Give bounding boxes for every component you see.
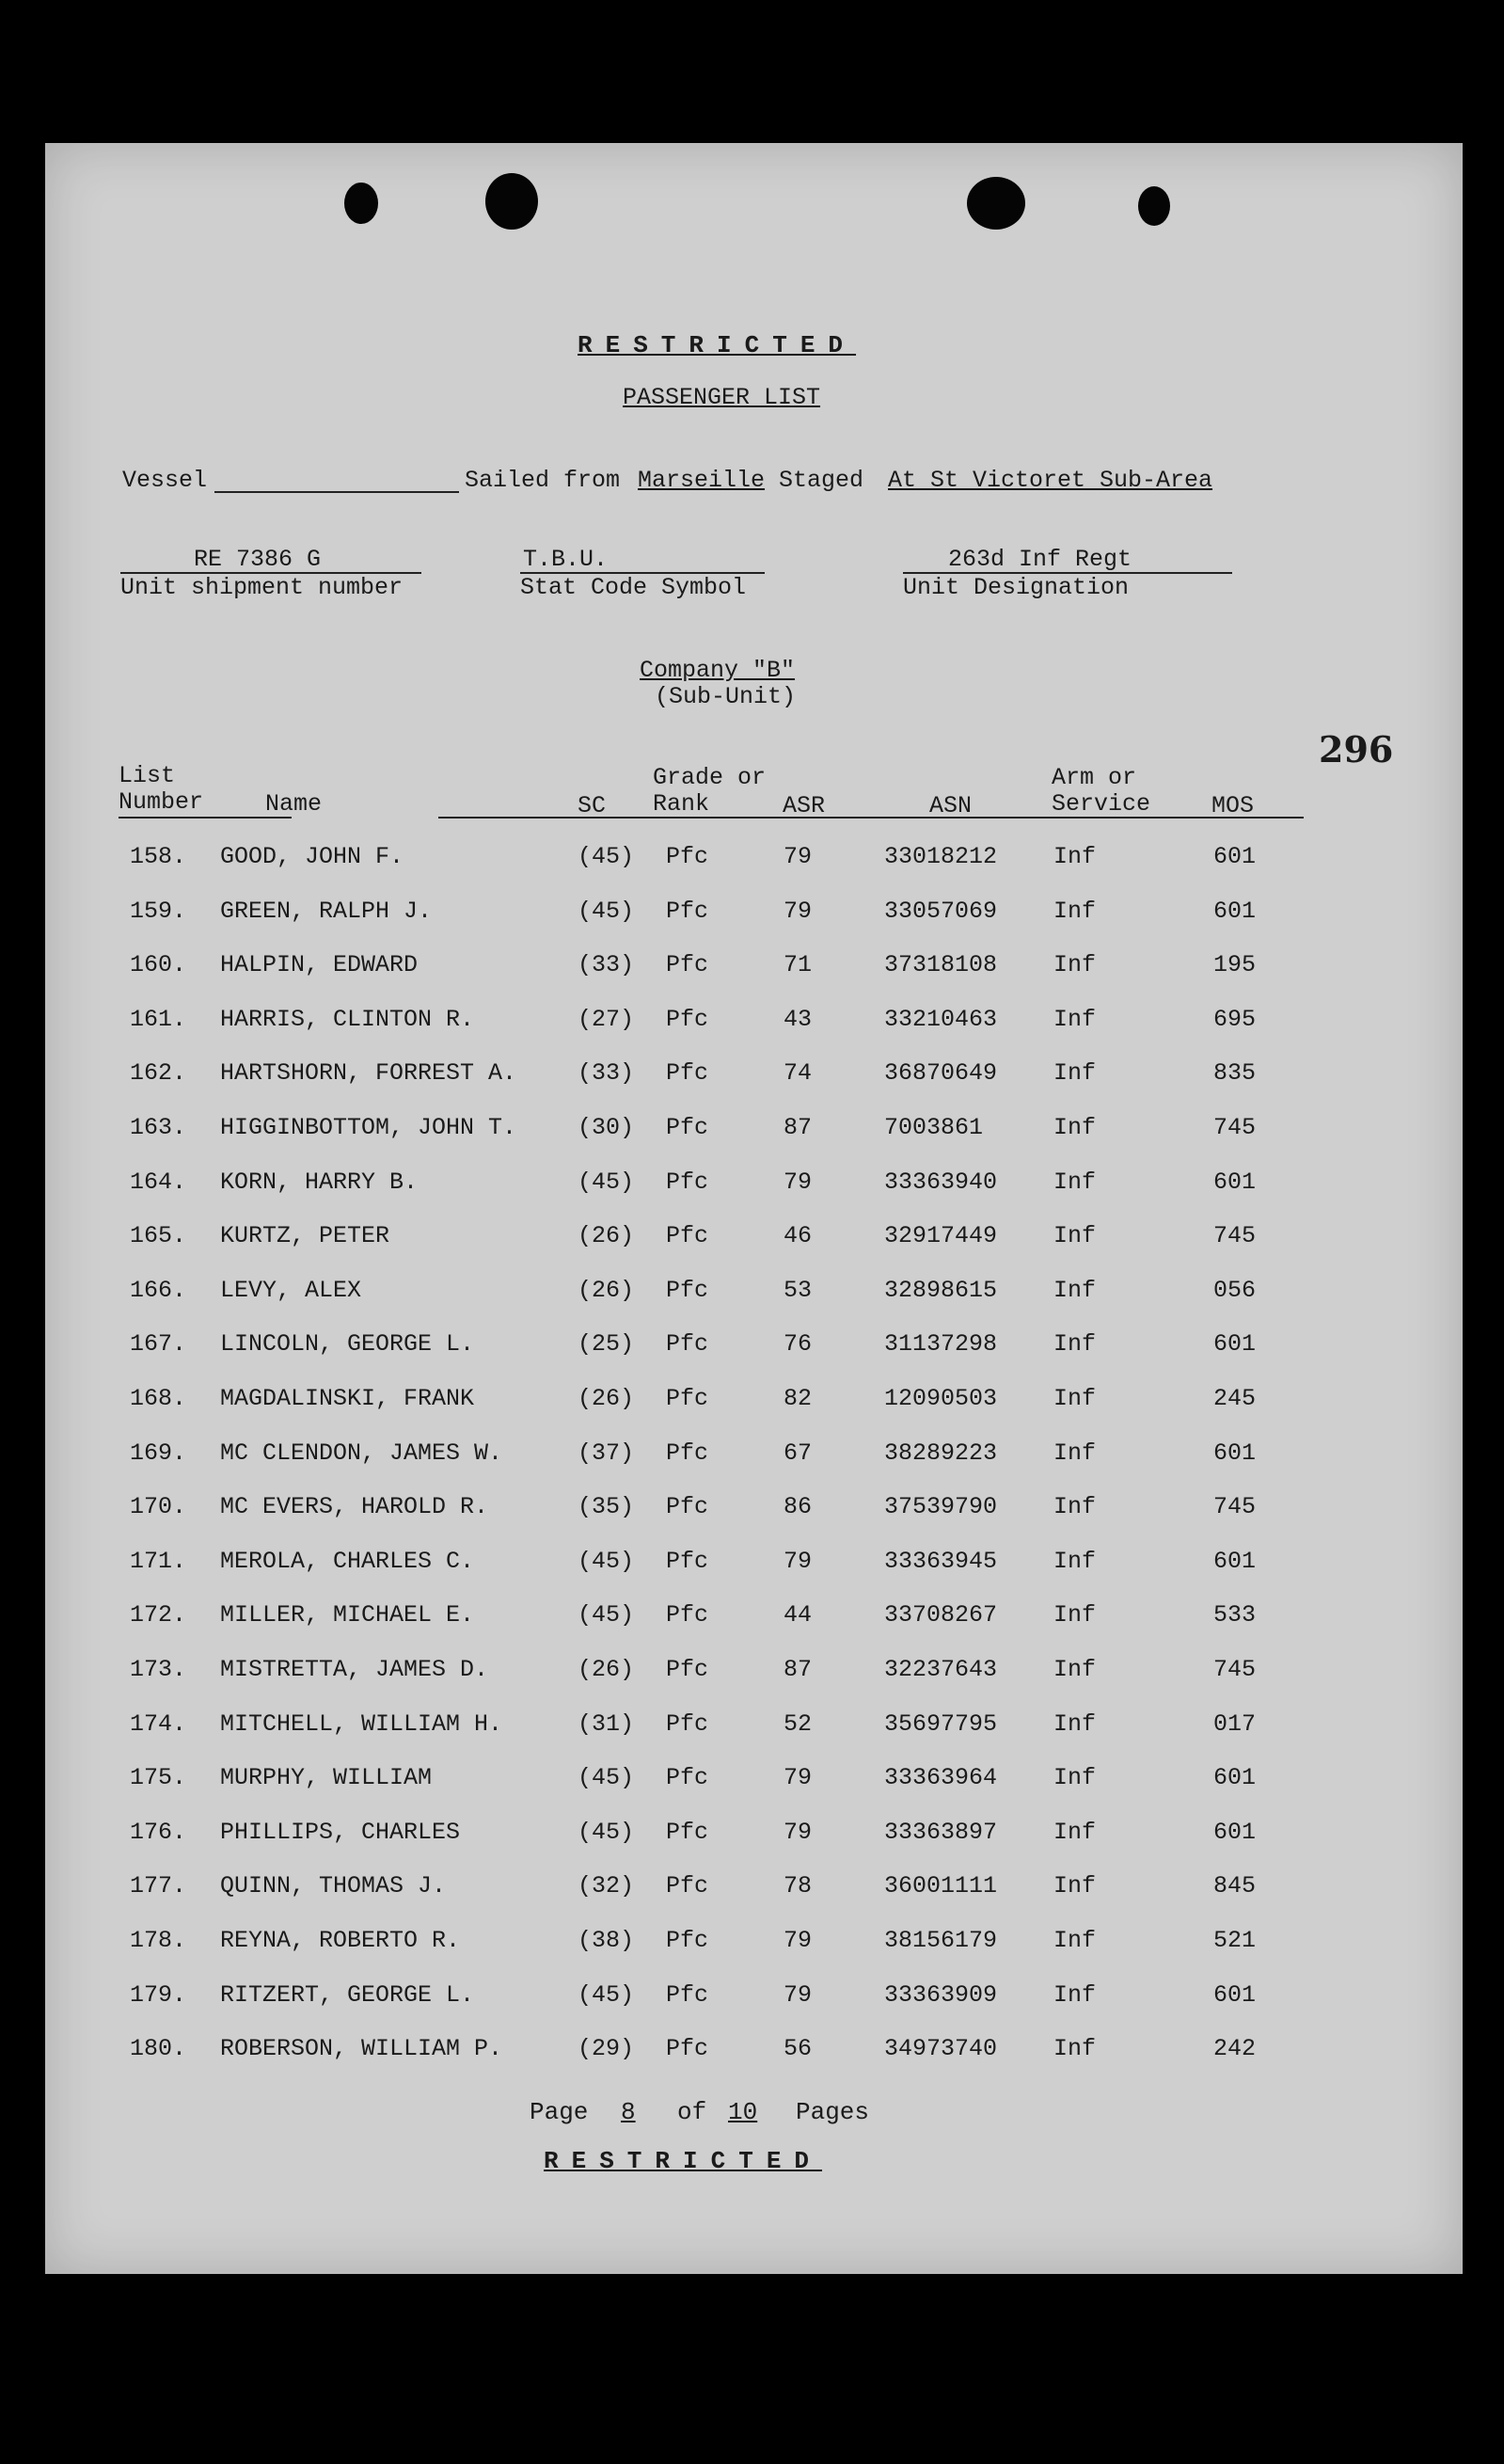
row-mos: 521 xyxy=(1213,1927,1257,1954)
document-sheet xyxy=(45,143,1463,2274)
row-name: PHILLIPS, CHARLES xyxy=(220,1819,461,1846)
row-mos: 745 xyxy=(1213,1656,1257,1683)
row-name: ROBERSON, WILLIAM P. xyxy=(220,2035,503,2062)
row-arm: Inf xyxy=(1053,1114,1097,1141)
row-asn: 35697795 xyxy=(884,1710,998,1738)
row-name: HIGGINBOTTOM, JOHN T. xyxy=(220,1114,517,1141)
row-arm: Inf xyxy=(1053,1601,1097,1629)
col-grade-1: Grade or xyxy=(653,764,767,791)
row-number: 178. xyxy=(130,1927,187,1954)
row-asn: 34973740 xyxy=(884,2035,998,2062)
row-asr: 87 xyxy=(784,1114,813,1141)
departure-port: Marseille xyxy=(638,467,766,494)
row-number: 169. xyxy=(130,1439,187,1467)
row-grade: Pfc xyxy=(666,1656,709,1683)
row-name: HARTSHORN, FORREST A. xyxy=(220,1059,517,1087)
row-arm: Inf xyxy=(1053,1439,1097,1467)
row-grade: Pfc xyxy=(666,1927,709,1954)
page-number: 8 xyxy=(621,2098,636,2126)
row-asn: 33057069 xyxy=(884,898,998,925)
row-arm: Inf xyxy=(1053,1872,1097,1900)
row-mos: 845 xyxy=(1213,1872,1257,1900)
row-sc: (45) xyxy=(578,1168,635,1196)
row-arm: Inf xyxy=(1053,1927,1097,1954)
row-name: MURPHY, WILLIAM xyxy=(220,1764,433,1791)
row-arm: Inf xyxy=(1053,1981,1097,2009)
row-grade: Pfc xyxy=(666,1601,709,1629)
row-grade: Pfc xyxy=(666,1330,709,1358)
row-number: 166. xyxy=(130,1277,187,1304)
row-name: QUINN, THOMAS J. xyxy=(220,1872,447,1900)
row-grade: Pfc xyxy=(666,1493,709,1520)
row-number: 163. xyxy=(130,1114,187,1141)
row-sc: (38) xyxy=(578,1927,635,1954)
row-arm: Inf xyxy=(1053,951,1097,978)
row-sc: (26) xyxy=(578,1277,635,1304)
document-title: PASSENGER LIST xyxy=(623,384,821,411)
row-name: GREEN, RALPH J. xyxy=(220,898,433,925)
row-asr: 79 xyxy=(784,1981,813,2009)
row-number: 174. xyxy=(130,1710,187,1738)
row-mos: 601 xyxy=(1213,1548,1257,1575)
row-grade: Pfc xyxy=(666,2035,709,2062)
punch-hole xyxy=(344,183,378,224)
row-arm: Inf xyxy=(1053,1006,1097,1033)
row-arm: Inf xyxy=(1053,898,1097,925)
row-asr: 52 xyxy=(784,1710,813,1738)
staging-area: At St Victoret Sub-Area xyxy=(888,467,1213,494)
row-grade: Pfc xyxy=(666,1981,709,2009)
row-sc: (31) xyxy=(578,1710,635,1738)
row-arm: Inf xyxy=(1053,1277,1097,1304)
row-mos: 601 xyxy=(1213,1764,1257,1791)
row-asr: 43 xyxy=(784,1006,813,1033)
row-asn: 33363909 xyxy=(884,1981,998,2009)
row-number: 179. xyxy=(130,1981,187,2009)
row-sc: (45) xyxy=(578,898,635,925)
row-arm: Inf xyxy=(1053,1656,1097,1683)
row-mos: 601 xyxy=(1213,1981,1257,2009)
row-mos: 835 xyxy=(1213,1059,1257,1087)
row-asn: 38156179 xyxy=(884,1927,998,1954)
row-mos: 533 xyxy=(1213,1601,1257,1629)
row-sc: (26) xyxy=(578,1222,635,1249)
pages-label: Pages xyxy=(796,2098,870,2126)
col-mos: MOS xyxy=(1211,792,1255,819)
row-asr: 79 xyxy=(784,898,813,925)
row-mos: 745 xyxy=(1213,1493,1257,1520)
classification-top: RESTRICTED xyxy=(578,331,857,359)
row-grade: Pfc xyxy=(666,1277,709,1304)
row-grade: Pfc xyxy=(666,1006,709,1033)
sailed-from-label: Sailed from xyxy=(465,467,621,494)
col-list-number-2: Number xyxy=(119,788,204,816)
row-arm: Inf xyxy=(1053,2035,1097,2062)
row-mos: 601 xyxy=(1213,1168,1257,1196)
row-mos: 745 xyxy=(1213,1222,1257,1249)
row-asn: 33363940 xyxy=(884,1168,998,1196)
row-mos: 242 xyxy=(1213,2035,1257,2062)
stat-code-label: Stat Code Symbol xyxy=(520,574,747,601)
row-grade: Pfc xyxy=(666,1819,709,1846)
row-sc: (45) xyxy=(578,1601,635,1629)
stat-code-value: T.B.U. xyxy=(523,546,609,573)
row-name: GOOD, JOHN F. xyxy=(220,843,404,870)
row-asn: 33210463 xyxy=(884,1006,998,1033)
row-arm: Inf xyxy=(1053,1059,1097,1087)
row-asr: 79 xyxy=(784,1927,813,1954)
row-number: 172. xyxy=(130,1601,187,1629)
row-number: 161. xyxy=(130,1006,187,1033)
row-grade: Pfc xyxy=(666,1168,709,1196)
row-asr: 79 xyxy=(784,1168,813,1196)
row-asr: 79 xyxy=(784,1819,813,1846)
col-asr: ASR xyxy=(783,792,826,819)
row-name: RITZERT, GEORGE L. xyxy=(220,1981,475,2009)
row-arm: Inf xyxy=(1053,1330,1097,1358)
row-sc: (29) xyxy=(578,2035,635,2062)
row-asn: 7003861 xyxy=(884,1114,984,1141)
row-asr: 76 xyxy=(784,1330,813,1358)
row-name: LEVY, ALEX xyxy=(220,1277,362,1304)
row-number: 177. xyxy=(130,1872,187,1900)
row-number: 165. xyxy=(130,1222,187,1249)
row-name: MC CLENDON, JAMES W. xyxy=(220,1439,503,1467)
row-sc: (26) xyxy=(578,1656,635,1683)
row-asn: 32898615 xyxy=(884,1277,998,1304)
row-asn: 33363945 xyxy=(884,1548,998,1575)
row-number: 158. xyxy=(130,843,187,870)
unit-designation-label: Unit Designation xyxy=(903,574,1130,601)
row-sc: (45) xyxy=(578,1819,635,1846)
row-sc: (33) xyxy=(578,951,635,978)
row-name: LINCOLN, GEORGE L. xyxy=(220,1330,475,1358)
unit-shipment-number: RE 7386 G xyxy=(194,546,322,573)
row-grade: Pfc xyxy=(666,843,709,870)
row-name: REYNA, ROBERTO R. xyxy=(220,1927,461,1954)
row-asr: 71 xyxy=(784,951,813,978)
row-sc: (33) xyxy=(578,1059,635,1087)
row-asn: 32237643 xyxy=(884,1656,998,1683)
page-label: Page xyxy=(530,2098,589,2126)
row-asr: 79 xyxy=(784,843,813,870)
row-number: 160. xyxy=(130,951,187,978)
row-grade: Pfc xyxy=(666,1222,709,1249)
row-asn: 37539790 xyxy=(884,1493,998,1520)
row-mos: 017 xyxy=(1213,1710,1257,1738)
row-asr: 67 xyxy=(784,1439,813,1467)
row-asr: 78 xyxy=(784,1872,813,1900)
row-asn: 37318108 xyxy=(884,951,998,978)
row-asr: 74 xyxy=(784,1059,813,1087)
row-mos: 056 xyxy=(1213,1277,1257,1304)
row-mos: 601 xyxy=(1213,1330,1257,1358)
row-grade: Pfc xyxy=(666,1385,709,1412)
row-arm: Inf xyxy=(1053,1168,1097,1196)
row-sc: (27) xyxy=(578,1006,635,1033)
row-sc: (37) xyxy=(578,1439,635,1467)
row-number: 162. xyxy=(130,1059,187,1087)
row-sc: (32) xyxy=(578,1872,635,1900)
row-asn: 36870649 xyxy=(884,1059,998,1087)
row-asn: 31137298 xyxy=(884,1330,998,1358)
row-asn: 33363964 xyxy=(884,1764,998,1791)
classification-bottom: RESTRICTED xyxy=(544,2147,823,2175)
row-mos: 601 xyxy=(1213,843,1257,870)
row-arm: Inf xyxy=(1053,1764,1097,1791)
of-label: of xyxy=(677,2098,707,2126)
row-mos: 601 xyxy=(1213,898,1257,925)
row-arm: Inf xyxy=(1053,843,1097,870)
row-mos: 695 xyxy=(1213,1006,1257,1033)
row-number: 175. xyxy=(130,1764,187,1791)
row-number: 173. xyxy=(130,1656,187,1683)
unit-designation-value: 263d Inf Regt xyxy=(948,546,1132,573)
row-asr: 46 xyxy=(784,1222,813,1249)
punch-hole xyxy=(1138,186,1170,226)
row-name: MISTRETTA, JAMES D. xyxy=(220,1656,489,1683)
row-asn: 36001111 xyxy=(884,1872,998,1900)
row-mos: 195 xyxy=(1213,951,1257,978)
col-asn: ASN xyxy=(929,792,973,819)
unit-shipment-label: Unit shipment number xyxy=(120,574,404,601)
row-grade: Pfc xyxy=(666,1114,709,1141)
row-asn: 33363897 xyxy=(884,1819,998,1846)
row-number: 168. xyxy=(130,1385,187,1412)
row-sc: (45) xyxy=(578,1764,635,1791)
row-number: 170. xyxy=(130,1493,187,1520)
row-asr: 87 xyxy=(784,1656,813,1683)
row-asr: 56 xyxy=(784,2035,813,2062)
row-name: KURTZ, PETER xyxy=(220,1222,390,1249)
row-arm: Inf xyxy=(1053,1385,1097,1412)
row-asr: 86 xyxy=(784,1493,813,1520)
punch-hole xyxy=(967,177,1025,230)
header-rule xyxy=(119,817,292,819)
col-sc: SC xyxy=(578,792,607,819)
row-asr: 44 xyxy=(784,1601,813,1629)
row-name: MEROLA, CHARLES C. xyxy=(220,1548,475,1575)
row-arm: Inf xyxy=(1053,1493,1097,1520)
company-name: Company "B" xyxy=(640,657,796,684)
row-sc: (35) xyxy=(578,1493,635,1520)
row-number: 159. xyxy=(130,898,187,925)
row-grade: Pfc xyxy=(666,1872,709,1900)
col-grade-2: Rank xyxy=(653,790,710,818)
row-number: 176. xyxy=(130,1819,187,1846)
row-grade: Pfc xyxy=(666,951,709,978)
vessel-field xyxy=(214,491,459,493)
row-mos: 245 xyxy=(1213,1385,1257,1412)
row-arm: Inf xyxy=(1053,1819,1097,1846)
total-pages: 10 xyxy=(728,2098,758,2126)
row-grade: Pfc xyxy=(666,1059,709,1087)
company-label: (Sub-Unit) xyxy=(655,683,797,710)
row-asn: 12090503 xyxy=(884,1385,998,1412)
row-name: MAGDALINSKI, FRANK xyxy=(220,1385,475,1412)
row-name: HARRIS, CLINTON R. xyxy=(220,1006,475,1033)
row-asr: 53 xyxy=(784,1277,813,1304)
punch-hole xyxy=(485,173,538,230)
row-asr: 82 xyxy=(784,1385,813,1412)
vessel-label: Vessel xyxy=(122,467,208,494)
row-name: HALPIN, EDWARD xyxy=(220,951,419,978)
row-sc: (26) xyxy=(578,1385,635,1412)
row-sc: (30) xyxy=(578,1114,635,1141)
row-number: 180. xyxy=(130,2035,187,2062)
row-sc: (45) xyxy=(578,843,635,870)
row-asr: 79 xyxy=(784,1764,813,1791)
row-name: MC EVERS, HAROLD R. xyxy=(220,1493,489,1520)
row-name: MITCHELL, WILLIAM H. xyxy=(220,1710,503,1738)
row-grade: Pfc xyxy=(666,1439,709,1467)
row-arm: Inf xyxy=(1053,1710,1097,1738)
row-number: 171. xyxy=(130,1548,187,1575)
row-number: 164. xyxy=(130,1168,187,1196)
staged-label: Staged xyxy=(779,467,864,494)
row-arm: Inf xyxy=(1053,1222,1097,1249)
row-arm: Inf xyxy=(1053,1548,1097,1575)
row-sc: (45) xyxy=(578,1548,635,1575)
col-arm-2: Service xyxy=(1052,790,1151,818)
row-mos: 745 xyxy=(1213,1114,1257,1141)
row-name: KORN, HARRY B. xyxy=(220,1168,419,1196)
row-grade: Pfc xyxy=(666,1710,709,1738)
row-asn: 33018212 xyxy=(884,843,998,870)
row-asn: 33708267 xyxy=(884,1601,998,1629)
row-mos: 601 xyxy=(1213,1819,1257,1846)
row-sc: (25) xyxy=(578,1330,635,1358)
row-number: 167. xyxy=(130,1330,187,1358)
row-asn: 38289223 xyxy=(884,1439,998,1467)
row-grade: Pfc xyxy=(666,1764,709,1791)
header-rule xyxy=(438,817,1304,819)
col-name: Name xyxy=(265,790,323,818)
col-arm-1: Arm or xyxy=(1052,764,1137,791)
row-sc: (45) xyxy=(578,1981,635,2009)
col-list-number-1: List xyxy=(119,762,176,789)
row-asr: 79 xyxy=(784,1548,813,1575)
row-asn: 32917449 xyxy=(884,1222,998,1249)
stamped-page-number: 296 xyxy=(1319,728,1394,771)
row-name: MILLER, MICHAEL E. xyxy=(220,1601,475,1629)
row-mos: 601 xyxy=(1213,1439,1257,1467)
row-grade: Pfc xyxy=(666,898,709,925)
row-grade: Pfc xyxy=(666,1548,709,1575)
